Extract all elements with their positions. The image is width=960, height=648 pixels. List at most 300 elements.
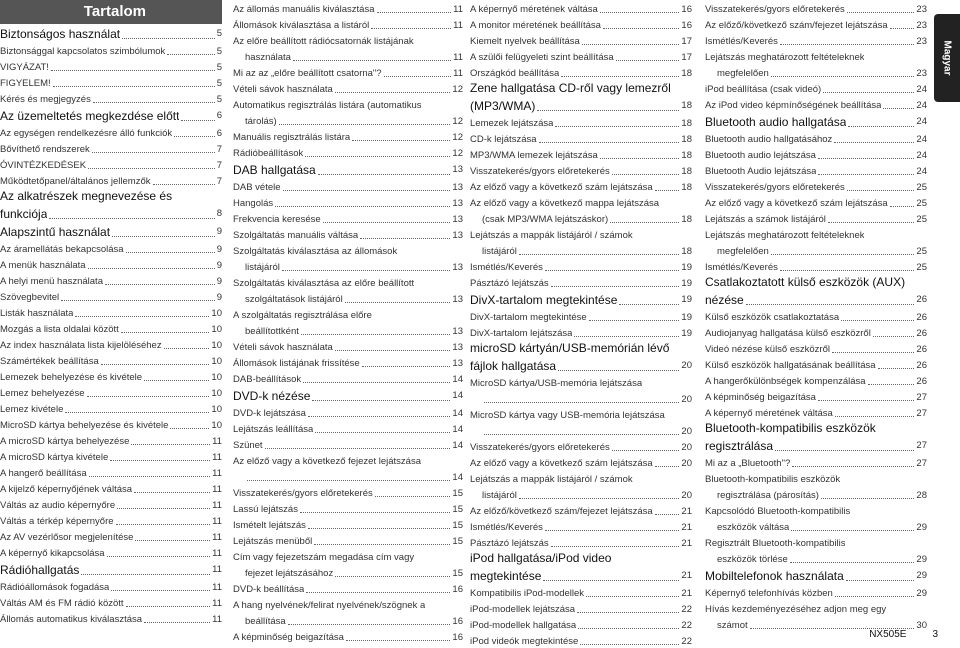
dot-leader bbox=[352, 140, 450, 141]
toc-entry-title: iPod beállítása (csak videó) bbox=[705, 84, 822, 95]
toc-entry bbox=[233, 612, 463, 628]
toc-entry-page: 17 bbox=[681, 52, 692, 63]
toc-entry-title: Az előző vagy a következő mappa lejátszása bbox=[470, 198, 660, 209]
toc-entry-page: 17 bbox=[681, 36, 692, 47]
dot-leader bbox=[247, 480, 450, 481]
toc-entry-title: Lejátszás leállítása bbox=[233, 424, 314, 435]
toc-entry-page: 11 bbox=[212, 614, 222, 625]
dot-leader bbox=[111, 590, 210, 591]
toc-entry bbox=[705, 32, 927, 48]
toc-entry-page: 22 bbox=[681, 620, 692, 631]
toc-entry bbox=[705, 242, 927, 258]
dot-leader bbox=[577, 612, 679, 613]
toc-title: Tartalom bbox=[0, 0, 222, 24]
toc-entry-title: Bluetooth audio lejátszása bbox=[705, 150, 816, 161]
toc-entry-title: Visszatekerés/gyors előretekerés bbox=[470, 442, 610, 453]
toc-entry-title: tárolás) bbox=[245, 116, 277, 127]
toc-entry-page: 24 bbox=[916, 166, 927, 177]
dot-leader bbox=[589, 320, 680, 321]
toc-section-entry bbox=[0, 204, 222, 222]
toc-entry-page: 11 bbox=[212, 484, 222, 495]
toc-entry bbox=[470, 486, 692, 502]
toc-entry-title: iPod-modellek hallgatása bbox=[470, 620, 577, 631]
dot-leader bbox=[126, 252, 215, 253]
toc-entry-page: 12 bbox=[452, 148, 463, 159]
dot-leader bbox=[181, 120, 214, 121]
toc-entry-page: 23 bbox=[916, 20, 927, 31]
toc-entry-page: 10 bbox=[211, 420, 222, 431]
toc-section-entry bbox=[470, 96, 692, 114]
toc-entry bbox=[0, 416, 222, 432]
toc-entry bbox=[0, 156, 222, 172]
dot-leader bbox=[746, 304, 915, 305]
toc-entry-title: szolgáltatások listájáról bbox=[245, 294, 343, 305]
toc-entry-title: Visszatekerés/gyors előretekerés bbox=[705, 4, 845, 15]
toc-entry-title: A képernyő kikapcsolása bbox=[0, 548, 105, 559]
dot-leader bbox=[841, 320, 914, 321]
toc-entry bbox=[470, 422, 692, 438]
toc-entry-title: MicroSD kártya vagy USB-memória lejátszása bbox=[470, 410, 665, 421]
toc-entry-title: Lejátszás a számok listájáról bbox=[705, 214, 826, 225]
dot-leader bbox=[655, 190, 680, 191]
toc-entry-page: 15 bbox=[452, 568, 463, 579]
toc-entry bbox=[470, 600, 692, 616]
toc-entry-title: A kijelző képernyőjének váltása bbox=[0, 484, 133, 495]
toc-entry-title: Vételi sávok használata bbox=[233, 84, 333, 95]
toc-entry bbox=[233, 242, 463, 258]
toc-entry-page: 18 bbox=[681, 100, 692, 111]
toc-entry-title: CD-k lejátszása bbox=[470, 134, 537, 145]
toc-entry-title: Bluetooth Audio lejátszása bbox=[705, 166, 817, 177]
dot-leader bbox=[835, 416, 915, 417]
dot-leader bbox=[792, 466, 914, 467]
toc-entry bbox=[470, 194, 692, 210]
toc-entry-page: 13 bbox=[452, 182, 463, 193]
dot-leader bbox=[612, 450, 680, 451]
toc-entry-page: 10 bbox=[211, 404, 222, 415]
dot-leader bbox=[279, 124, 451, 125]
toc-entry-page: 23 bbox=[916, 36, 927, 47]
toc-entry-title: Szolgáltatás manuális váltása bbox=[233, 230, 359, 241]
toc-entry bbox=[705, 210, 927, 226]
toc-entry-page: 19 bbox=[681, 278, 692, 289]
toc-entry-page: 13 bbox=[452, 230, 463, 241]
toc-entry-page: 11 bbox=[212, 582, 222, 593]
toc-entry-title: Bluetooth audio hallgatásához bbox=[705, 134, 833, 145]
toc-column-1 bbox=[0, 0, 222, 626]
toc-entry-title: MP3/WMA lemezek lejátszása bbox=[470, 150, 598, 161]
dot-leader bbox=[282, 270, 451, 271]
toc-entry-title: A szolgáltatás regisztrálása előre bbox=[233, 310, 372, 321]
toc-entry-title: Mobiltelefonok használata bbox=[705, 569, 844, 583]
toc-entry bbox=[470, 146, 692, 162]
toc-entry-page: 26 bbox=[916, 294, 927, 305]
toc-entry-title: DAB vétele bbox=[233, 182, 281, 193]
toc-entry-title: Mi az a „Bluetooth"? bbox=[705, 458, 791, 469]
dot-leader bbox=[828, 222, 915, 223]
toc-entry-title: Külső eszközök hallgatásának beállítása bbox=[705, 360, 876, 371]
toc-entry-page: 13 bbox=[452, 358, 463, 369]
toc-entry-page: 11 bbox=[212, 598, 222, 609]
toc-entry-title: Hívás kezdeményezéséhez adjon meg egy bbox=[705, 604, 887, 615]
toc-entry bbox=[233, 226, 463, 242]
toc-section-entry bbox=[233, 160, 463, 178]
toc-section-entry bbox=[0, 222, 222, 240]
toc-section-entry bbox=[705, 274, 927, 290]
toc-entry-page: 18 bbox=[681, 214, 692, 225]
toc-entry-title: Alapszintű használat bbox=[0, 225, 111, 239]
toc-entry bbox=[470, 632, 692, 648]
toc-entry-page: 29 bbox=[916, 570, 927, 581]
toc-entry-title: Lemez kivétele bbox=[0, 404, 64, 415]
toc-entry-page: 12 bbox=[452, 132, 463, 143]
toc-entry-title: iPod hallgatása/iPod video bbox=[470, 551, 612, 565]
toc-entry-page: 5 bbox=[216, 28, 222, 39]
toc-entry bbox=[0, 336, 222, 352]
toc-entry-title: Állomás automatikus kiválasztása bbox=[0, 614, 143, 625]
toc-entry-title: Pásztázó lejátszás bbox=[470, 278, 549, 289]
dot-leader bbox=[107, 556, 211, 557]
dot-leader bbox=[360, 238, 450, 239]
toc-entry-page: 11 bbox=[212, 548, 222, 559]
toc-entry-title: DivX-tartalom lejátszása bbox=[470, 328, 573, 339]
dot-leader bbox=[847, 12, 915, 13]
toc-entry-title: DVD-k lejátszása bbox=[233, 408, 306, 419]
dot-leader bbox=[580, 644, 679, 645]
toc-entry-page: 11 bbox=[212, 532, 222, 543]
toc-entry-title: Biztonságos használat bbox=[0, 27, 121, 41]
toc-entry-title: Ismétlés/Keverés bbox=[470, 522, 543, 533]
toc-entry-title: DivX-tartalom megtekintése bbox=[470, 293, 618, 307]
toc-section-entry bbox=[0, 24, 222, 42]
toc-entry bbox=[233, 516, 463, 532]
toc-entry bbox=[0, 42, 222, 58]
dot-leader bbox=[823, 92, 914, 93]
dot-leader bbox=[92, 152, 215, 153]
toc-entry-page: 21 bbox=[681, 570, 692, 581]
toc-entry bbox=[233, 580, 463, 596]
dot-leader bbox=[655, 514, 680, 515]
toc-entry bbox=[0, 400, 222, 416]
toc-entry-page: 10 bbox=[211, 308, 222, 319]
toc-entry-title: Visszatekerés/gyors előretekerés bbox=[233, 488, 373, 499]
dot-leader bbox=[61, 300, 215, 301]
toc-entry bbox=[470, 48, 692, 64]
toc-entry-title: Ismételt lejátszás bbox=[233, 520, 306, 531]
toc-entry-title: Az egységen rendelkezésre álló funkciók bbox=[0, 128, 173, 139]
toc-entry-page: 13 bbox=[452, 294, 463, 305]
dot-leader bbox=[555, 126, 679, 127]
toc-entry bbox=[0, 74, 222, 90]
dot-leader bbox=[362, 366, 451, 367]
toc-entry-title: Vételi sávok használata bbox=[233, 342, 333, 353]
toc-entry bbox=[0, 172, 222, 188]
toc-entry bbox=[470, 308, 692, 324]
toc-entry bbox=[470, 616, 692, 632]
toc-entry-title: megfelelően bbox=[717, 246, 769, 257]
toc-entry bbox=[470, 162, 692, 178]
dot-leader bbox=[790, 562, 915, 563]
toc-entry-page: 11 bbox=[453, 68, 463, 79]
toc-entry-page: 23 bbox=[916, 68, 927, 79]
dot-leader bbox=[293, 60, 451, 61]
dot-leader bbox=[545, 530, 680, 531]
toc-entry-title: Rádióbeállítások bbox=[233, 148, 304, 159]
dot-leader bbox=[551, 286, 680, 287]
dot-leader bbox=[144, 622, 210, 623]
toc-entry-title: MicroSD kártya/USB-memória lejátszása bbox=[470, 378, 643, 389]
toc-entry bbox=[233, 500, 463, 516]
toc-entry bbox=[470, 518, 692, 534]
toc-entry bbox=[233, 112, 463, 128]
toc-entry bbox=[0, 384, 222, 400]
toc-entry-page: 29 bbox=[916, 522, 927, 533]
toc-entry bbox=[705, 0, 927, 16]
toc-entry-page: 18 bbox=[681, 134, 692, 145]
toc-entry-title: Bluetooth audio hallgatása bbox=[705, 115, 847, 129]
toc-entry-page: 10 bbox=[211, 324, 222, 335]
dot-leader bbox=[519, 254, 680, 255]
dot-leader bbox=[170, 428, 209, 429]
dot-leader bbox=[345, 302, 451, 303]
toc-entry-title: Regisztrált Bluetooth-kompatibilis bbox=[705, 538, 846, 549]
toc-entry bbox=[470, 274, 692, 290]
toc-entry bbox=[705, 534, 927, 550]
toc-entry bbox=[0, 496, 222, 512]
toc-entry-page: 20 bbox=[681, 490, 692, 501]
toc-entry-title: Az előző vagy a következő szám lejátszása bbox=[470, 458, 653, 469]
toc-entry bbox=[705, 226, 927, 242]
toc-column-3 bbox=[470, 0, 692, 648]
toc-entry-title: microSD kártyán/USB-memórián lévő bbox=[470, 341, 670, 355]
toc-entry-title: Szolgáltatás kiválasztása az állomások bbox=[233, 246, 398, 257]
toc-entry-page: 7 bbox=[216, 176, 222, 187]
toc-entry-title: VIGYÁZAT! bbox=[0, 62, 49, 73]
toc-entry-page: 24 bbox=[916, 150, 927, 161]
dot-leader bbox=[303, 382, 450, 383]
toc-entry-page: 18 bbox=[681, 68, 692, 79]
toc-entry-page: 26 bbox=[916, 312, 927, 323]
toc-entry-page: 25 bbox=[916, 246, 927, 257]
toc-entry-page: 22 bbox=[681, 604, 692, 615]
dot-leader bbox=[600, 158, 680, 159]
toc-entry bbox=[470, 470, 692, 486]
toc-entry-page: 13 bbox=[452, 342, 463, 353]
toc-entry-title: Az alkatrészek megnevezése és bbox=[0, 189, 173, 203]
toc-entry bbox=[233, 80, 463, 96]
dot-leader bbox=[346, 640, 451, 641]
toc-entry bbox=[470, 130, 692, 146]
dot-leader bbox=[335, 92, 451, 93]
toc-entry bbox=[705, 324, 927, 340]
toc-entry-page: 24 bbox=[916, 100, 927, 111]
toc-entry-page: 11 bbox=[212, 516, 222, 527]
toc-entry-title: A képernyő méretének váltása bbox=[470, 4, 598, 15]
toc-entry-title: A microSD kártya behelyezése bbox=[0, 436, 130, 447]
model-number: NX505E bbox=[869, 629, 907, 640]
toc-entry bbox=[233, 258, 463, 274]
dot-leader bbox=[315, 432, 450, 433]
toc-entry-title: Az előre beállított rádiócsatornák listájának bbox=[233, 36, 414, 47]
toc-entry-title: Mozgás a lista oldalai között bbox=[0, 324, 119, 335]
toc-entry-page: 16 bbox=[681, 20, 692, 31]
toc-entry bbox=[470, 438, 692, 454]
toc-entry bbox=[233, 564, 463, 580]
toc-entry bbox=[233, 548, 463, 564]
dot-leader bbox=[135, 540, 210, 541]
toc-entry-title: A képminőség beigazítása bbox=[233, 632, 344, 643]
toc-entry-page: 24 bbox=[916, 116, 927, 127]
toc-entry-title: DAB hallgatása bbox=[233, 163, 316, 177]
toc-entry-title: MicroSD kártya behelyezése és kivétele bbox=[0, 420, 169, 431]
toc-entry-page: 13 bbox=[452, 164, 463, 175]
toc-entry-page: 21 bbox=[681, 588, 692, 599]
toc-entry-title: megfelelően bbox=[717, 68, 769, 79]
dot-leader bbox=[167, 54, 214, 55]
toc-entry bbox=[470, 390, 692, 406]
toc-entry-title: Szünet bbox=[233, 440, 263, 451]
dot-leader bbox=[335, 576, 450, 577]
dot-leader bbox=[323, 222, 451, 223]
dot-leader bbox=[821, 498, 915, 499]
toc-entry-page: 13 bbox=[452, 262, 463, 273]
toc-entry-title: iPod-modellek lejátszása bbox=[470, 604, 576, 615]
toc-entry bbox=[470, 242, 692, 258]
dot-leader bbox=[543, 580, 679, 581]
toc-entry bbox=[0, 320, 222, 336]
toc-entry bbox=[470, 0, 692, 16]
dot-leader bbox=[283, 190, 451, 191]
toc-entry-title: Külső eszközök csatlakoztatása bbox=[705, 312, 840, 323]
toc-entry-page: 9 bbox=[216, 276, 222, 287]
dot-leader bbox=[81, 574, 210, 575]
dot-leader bbox=[105, 284, 215, 285]
dot-leader bbox=[582, 44, 680, 45]
toc-entry-title: Az áramellátás bekapcsolása bbox=[0, 244, 124, 255]
dot-leader bbox=[93, 102, 215, 103]
toc-entry-page: 9 bbox=[216, 260, 222, 271]
toc-entry bbox=[470, 32, 692, 48]
toc-entry bbox=[233, 420, 463, 436]
toc-entry bbox=[233, 338, 463, 354]
toc-entry-title: Bluetooth-kompatibilis eszközök bbox=[705, 421, 876, 435]
toc-entry-page: 21 bbox=[681, 538, 692, 549]
toc-entry bbox=[0, 578, 222, 594]
toc-entry bbox=[705, 388, 927, 404]
toc-entry bbox=[0, 464, 222, 480]
toc-entry-page: 15 bbox=[452, 536, 463, 547]
dot-leader bbox=[51, 70, 215, 71]
toc-entry-page: 19 bbox=[681, 312, 692, 323]
toc-entry-page: 5 bbox=[216, 78, 222, 89]
toc-section-entry bbox=[470, 550, 692, 566]
toc-entry-page: 29 bbox=[916, 588, 927, 599]
toc-entry-title: Listák használata bbox=[0, 308, 74, 319]
toc-entry bbox=[233, 96, 463, 112]
toc-entry bbox=[705, 550, 927, 566]
dot-leader bbox=[558, 370, 679, 371]
toc-entry bbox=[0, 272, 222, 288]
toc-entry bbox=[470, 502, 692, 518]
dot-leader bbox=[835, 596, 915, 597]
toc-entry-page: 27 bbox=[916, 408, 927, 419]
toc-entry-title: Lassú lejátszás bbox=[233, 504, 298, 515]
toc-entry-title: Bővíthető rendszerek bbox=[0, 144, 90, 155]
toc-entry bbox=[0, 140, 222, 156]
toc-entry bbox=[0, 594, 222, 610]
toc-entry bbox=[233, 210, 463, 226]
toc-entry-page: 13 bbox=[452, 326, 463, 337]
toc-entry-title: iPod videók megtekintése bbox=[470, 636, 579, 647]
toc-entry bbox=[470, 454, 692, 470]
toc-entry-title: Ismétlés/Keverés bbox=[705, 36, 778, 47]
dot-leader bbox=[873, 336, 915, 337]
dot-leader bbox=[848, 126, 914, 127]
toc-entry-title: Cím vagy fejezetszám megadása cím vagy bbox=[233, 552, 415, 563]
dot-leader bbox=[890, 28, 915, 29]
toc-entry-page: 11 bbox=[453, 52, 463, 63]
toc-entry bbox=[233, 144, 463, 160]
dot-leader bbox=[484, 434, 679, 435]
toc-entry-title: Működtetőpanel/általános jellemzők bbox=[0, 176, 151, 187]
toc-entry bbox=[0, 240, 222, 256]
dot-leader bbox=[616, 60, 680, 61]
toc-entry-title: Az előző vagy a következő szám lejátszása bbox=[705, 198, 888, 209]
dot-leader bbox=[88, 268, 215, 269]
toc-entry-title: A hangerőkülönbségek kompenzálása bbox=[705, 376, 866, 387]
toc-entry bbox=[233, 628, 463, 644]
toc-entry bbox=[0, 448, 222, 464]
toc-entry-title: Visszatekerés/gyors előretekerés bbox=[705, 182, 845, 193]
dot-leader bbox=[561, 76, 679, 77]
toc-entry bbox=[233, 452, 463, 468]
toc-entry-title: Az előző vagy a következő fejezet lejátszása bbox=[233, 456, 421, 467]
toc-entry-title: Számértékek beállítása bbox=[0, 356, 99, 367]
dot-leader bbox=[655, 466, 680, 467]
toc-entry-page: 13 bbox=[452, 214, 463, 225]
toc-section-entry bbox=[470, 340, 692, 356]
toc-entry bbox=[705, 470, 927, 486]
toc-entry-title: Az állomás manuális kiválasztása bbox=[233, 4, 375, 15]
toc-entry-page: 10 bbox=[211, 388, 222, 399]
dot-leader bbox=[308, 416, 451, 417]
dot-leader bbox=[89, 476, 211, 477]
toc-entry bbox=[470, 64, 692, 80]
toc-entry bbox=[470, 210, 692, 226]
dot-leader bbox=[121, 332, 210, 333]
dot-leader bbox=[603, 28, 679, 29]
toc-entry bbox=[470, 16, 692, 32]
toc-entry bbox=[233, 370, 463, 386]
toc-entry-page: 20 bbox=[681, 442, 692, 453]
toc-entry-page: 11 bbox=[212, 452, 222, 463]
toc-entry-title: A microSD kártya kivétele bbox=[0, 452, 109, 463]
dot-leader bbox=[116, 524, 211, 525]
toc-entry-page: 9 bbox=[216, 292, 222, 303]
toc-entry bbox=[233, 436, 463, 452]
toc-entry-title: beállítása bbox=[245, 616, 286, 627]
toc-entry-title: listájáról bbox=[482, 490, 517, 501]
toc-entry bbox=[705, 64, 927, 80]
toc-entry-title: Ismétlés/Keverés bbox=[705, 262, 778, 273]
toc-entry bbox=[0, 58, 222, 74]
toc-entry-page: 10 bbox=[211, 356, 222, 367]
toc-entry-page: 15 bbox=[452, 488, 463, 499]
toc-entry-page: 18 bbox=[681, 118, 692, 129]
toc-entry-title: Lejátszás menüből bbox=[233, 536, 313, 547]
toc-entry bbox=[233, 194, 463, 210]
toc-entry-page: 7 bbox=[216, 160, 222, 171]
